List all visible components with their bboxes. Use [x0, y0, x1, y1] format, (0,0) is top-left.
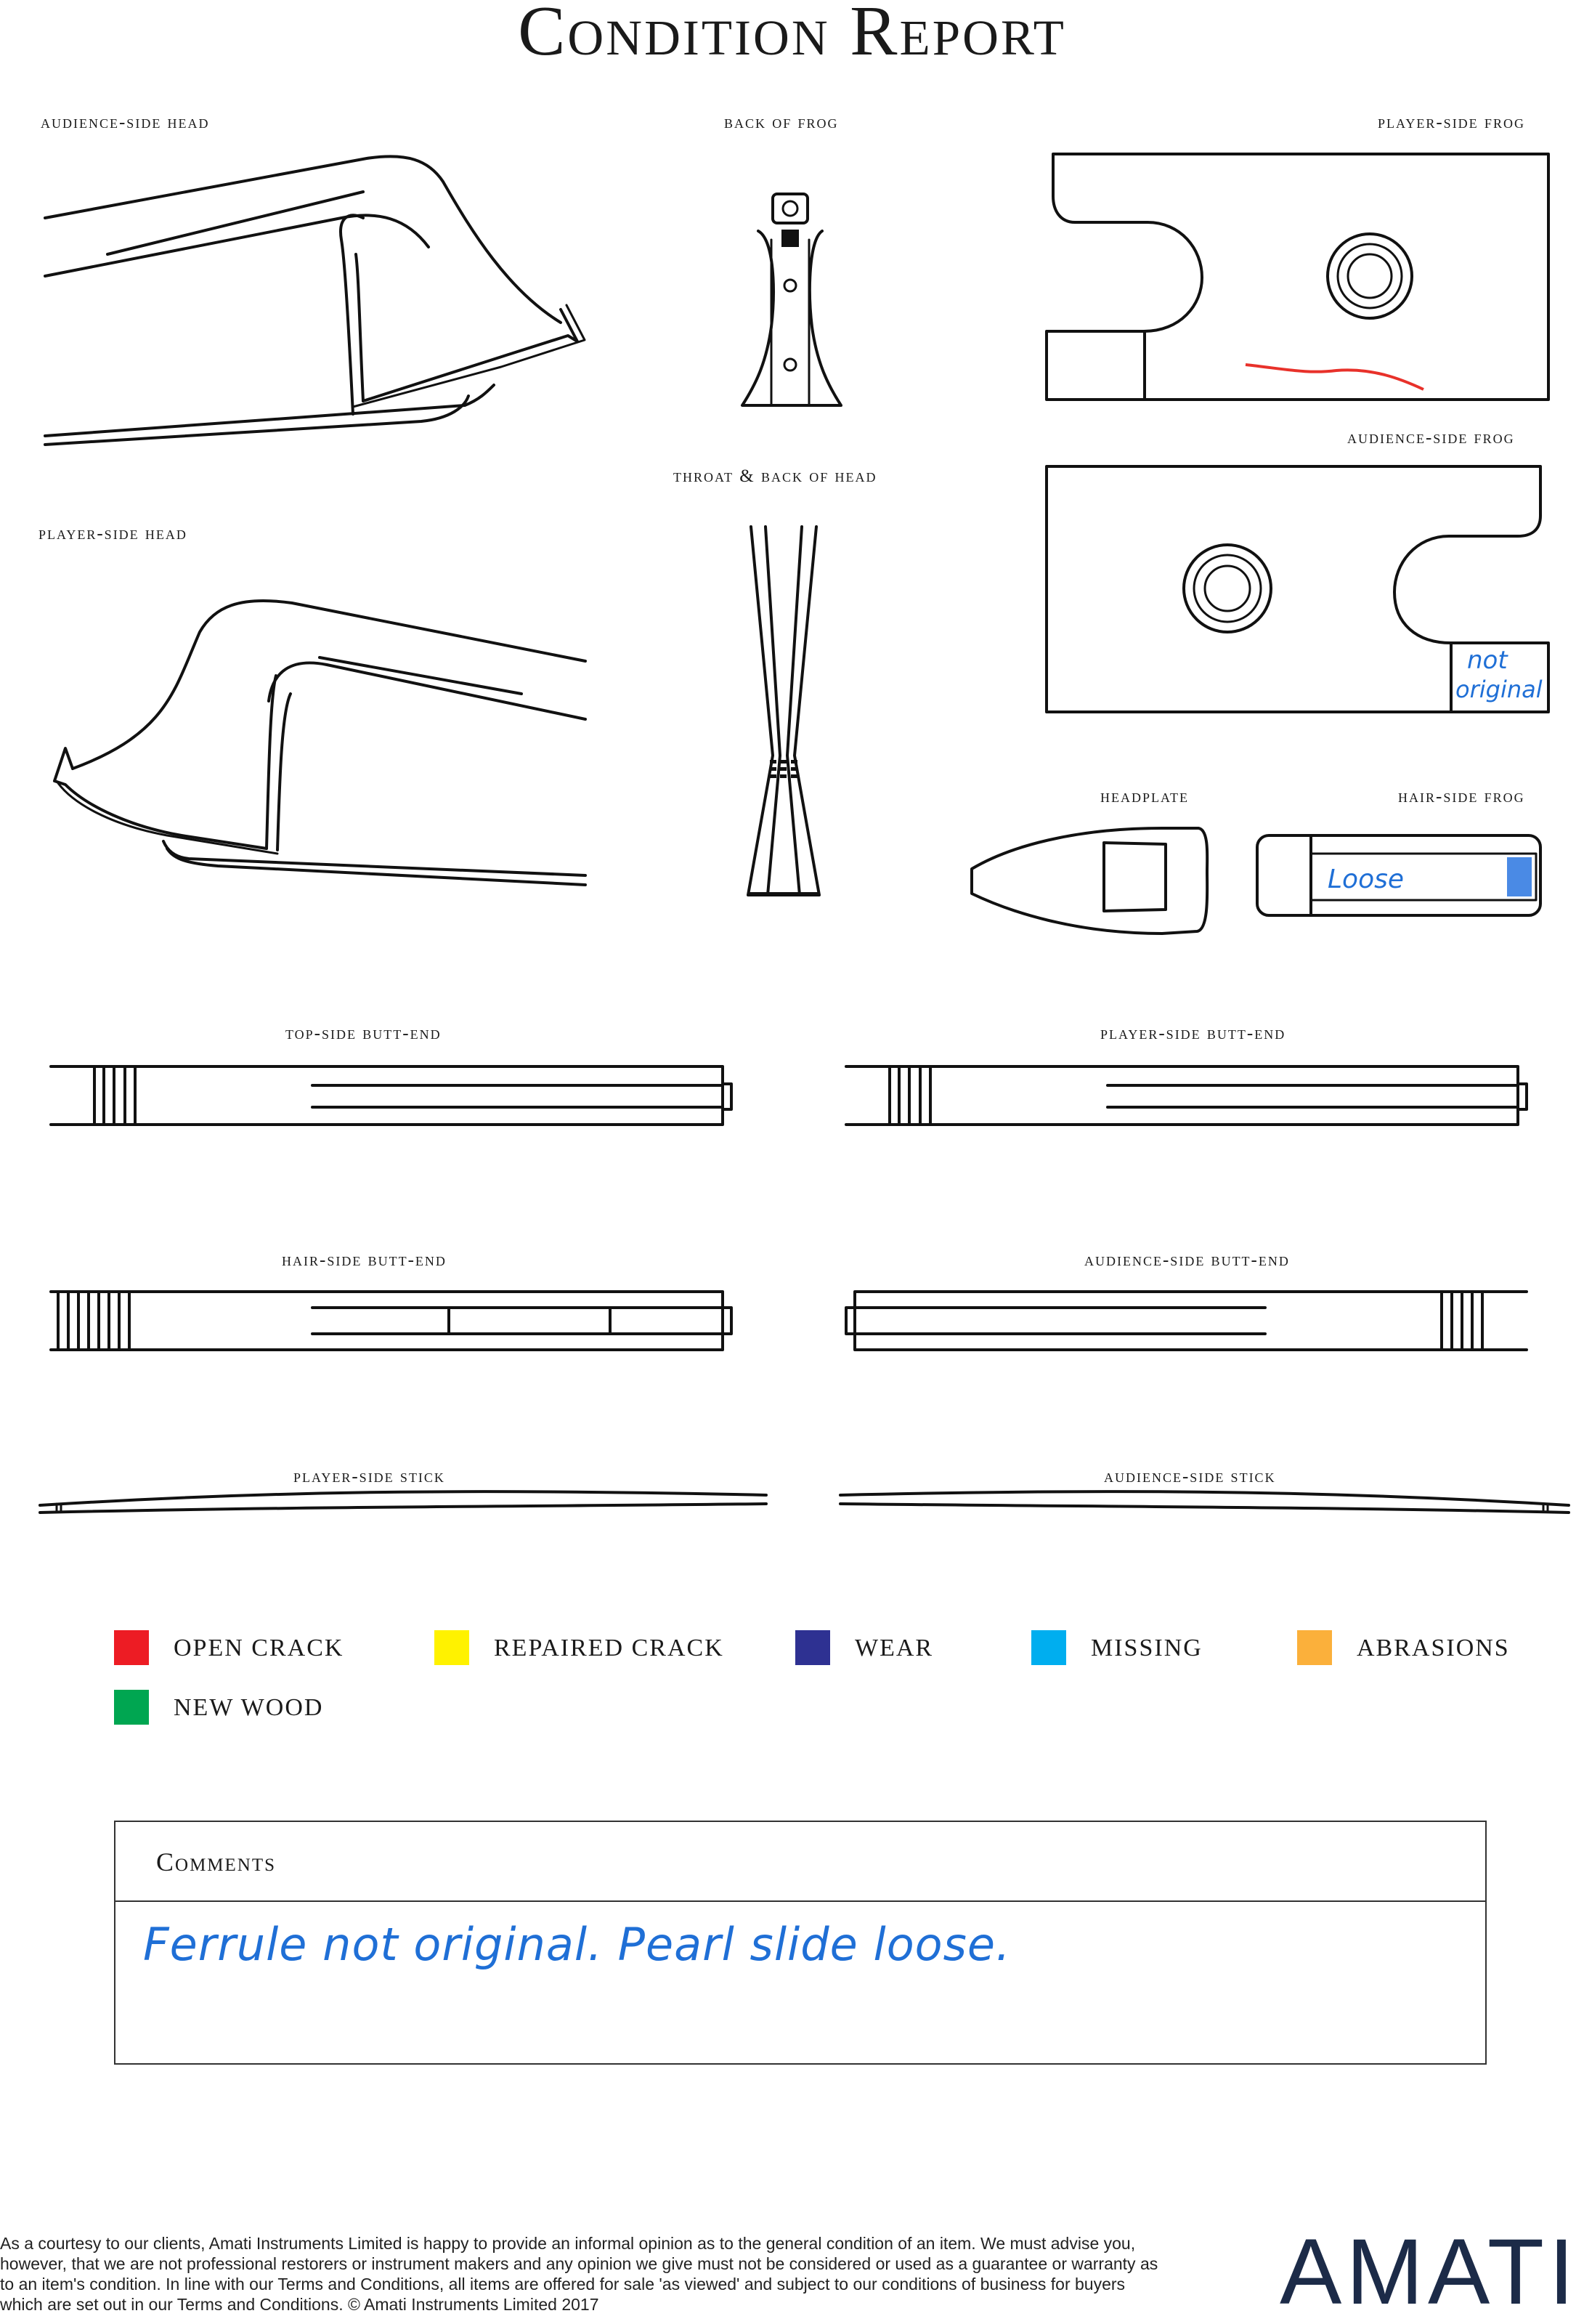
- headplate-drawing: [972, 828, 1207, 934]
- comments-box[interactable]: [114, 1821, 1487, 2065]
- legend-swatch: [434, 1630, 469, 1665]
- label-hair-side-butt-end: hair-side butt-end: [282, 1250, 447, 1270]
- audience-frog-note-line1: not: [1467, 646, 1508, 675]
- comments-text[interactable]: Ferrule not original. Pearl slide loose.: [143, 1918, 1011, 1971]
- hair-side-butt-end-drawing: [51, 1292, 731, 1350]
- player-side-head-drawing: [54, 601, 585, 885]
- label-back-of-frog: back of frog: [724, 113, 839, 132]
- label-player-side-head: player-side head: [38, 524, 187, 543]
- comments-heading: Comments: [156, 1847, 277, 1876]
- label-throat-back-of-head: throat & back of head: [673, 466, 877, 486]
- back-of-frog-drawing: [742, 194, 841, 405]
- label-player-side-frog: player-side frog: [1378, 113, 1525, 132]
- hair-frog-note: Loose: [1328, 865, 1405, 894]
- legend-swatch: [795, 1630, 830, 1665]
- player-side-stick-drawing: [40, 1491, 766, 1513]
- legend-swatch: [114, 1690, 149, 1725]
- label-headplate: headplate: [1100, 787, 1189, 806]
- hair-side-frog-drawing: [1257, 835, 1540, 915]
- label-audience-side-butt-end: audience-side butt-end: [1084, 1250, 1290, 1270]
- player-side-butt-end-drawing: [846, 1066, 1527, 1125]
- legend-label: WEAR: [855, 1635, 934, 1661]
- audience-side-stick-drawing: [840, 1491, 1569, 1513]
- audience-side-butt-end-drawing: [846, 1292, 1527, 1350]
- legend-swatch: [1297, 1630, 1332, 1665]
- legend-label: MISSING: [1091, 1635, 1203, 1661]
- label-hair-side-frog: hair-side frog: [1398, 787, 1525, 806]
- label-audience-side-stick: audience-side stick: [1104, 1467, 1276, 1486]
- audience-side-head-drawing: [45, 156, 585, 445]
- player-side-frog-drawing: [1047, 154, 1548, 400]
- audience-frog-note-line2: original: [1455, 676, 1543, 703]
- legend-label: OPEN CRACK: [174, 1635, 344, 1661]
- top-side-butt-end-drawing: [51, 1066, 731, 1125]
- page-title: Condition Report: [518, 0, 1066, 70]
- throat-back-of-head-drawing: [748, 527, 819, 896]
- legend-label: REPAIRED CRACK: [494, 1635, 724, 1661]
- label-player-side-stick: player-side stick: [293, 1467, 445, 1486]
- label-player-side-butt-end: player-side butt-end: [1100, 1024, 1286, 1043]
- legend-label: ABRASIONS: [1357, 1635, 1510, 1661]
- amati-logo: AMATI: [1280, 2220, 1579, 2324]
- open-crack-mark: [1246, 365, 1423, 389]
- legend-swatch: [114, 1630, 149, 1665]
- label-audience-side-frog: audience-side frog: [1347, 428, 1515, 448]
- footer-disclaimer: As a courtesy to our clients, Amati Instruments Limited is happy to provide an informal opinion as to the general condition of an item. We must advise you, however, that we are not professional restorers or instrument makers and any opinion we give must not be considered or used as a guarantee or warranty as to an item's condition. In line with our Terms and Conditions, all items are offered for sale 'as viewed' and subject to our conditions of business for buyers which are set out in our Terms and Conditions. © Amati Instruments Limited 2017: [0, 2234, 1158, 2314]
- label-top-side-butt-end: top-side butt-end: [285, 1024, 442, 1043]
- comments-header: [115, 1822, 1485, 1902]
- label-audience-side-head: audience-side head: [41, 113, 210, 132]
- legend-swatch: [1031, 1630, 1066, 1665]
- legend-label: NEW WOOD: [174, 1694, 324, 1721]
